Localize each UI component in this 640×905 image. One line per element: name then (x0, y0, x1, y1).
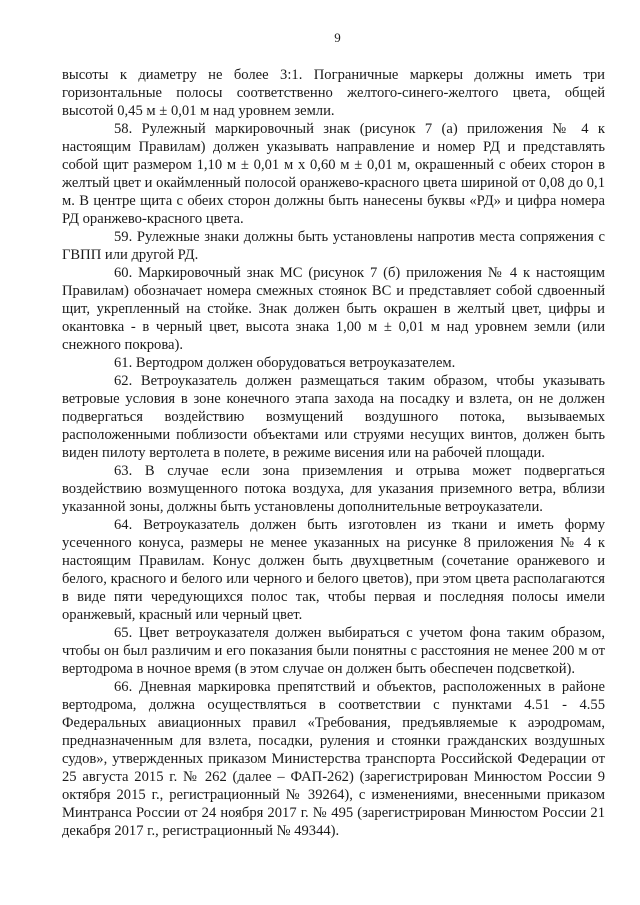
paragraph-59: 59. Рулежные знаки должны быть установлены напротив места сопряжения с ГВПП или другой РД. (62, 229, 605, 263)
paragraph-63: 63. В случае если зона приземления и отрыва может подвергаться воздействию возмущенного потока воздуха, для указания приземного ветра, вблизи указанной зоны, должны быть установлены дополнительные ветроуказатели. (62, 463, 605, 515)
paragraph-60: 60. Маркировочный знак МС (рисунок 7 (б) приложения № 4 к настоящим Правилам) обозначает номера смежных стоянок ВС и представляет собой сдвоенный щит, укрепленный на стойке. Знак должен быть окрашен в желтый цвет, цифры и окантовка - в черный цвет, высота знака 1,00 м ± 0,01 м над уровнем земли (или снежного покрова). (62, 265, 605, 353)
paragraph-64: 64. Ветроуказатель должен быть изготовлен из ткани и иметь форму усеченного конуса, размеры не менее указанных на рисунке 8 приложения № 4 к настоящим Правилам. Конус должен быть двухцветным (сочетание оранжевого и белого, красного и белого или черного и белого цветов), при этом цвета располагаются в виде пяти чередующихся полос так, чтобы первая и последняя полосы имели оранжевый, красный или черный цвет. (62, 517, 605, 623)
paragraph-61: 61. Вертодром должен оборудоваться ветроуказателем. (114, 355, 456, 371)
paragraph-continuation: высоты к диаметру не более 3:1. Пограничные маркеры должны иметь три горизонтальные полосы соответственно желтого-синего-желтого цвета, общей высотой 0,45 м ± 0,01 м над уровнем земли. (62, 67, 605, 119)
paragraph-65: 65. Цвет ветроуказателя должен выбираться с учетом фона таким образом, чтобы он был различим и его показания были понятны с расстояния не менее 200 м от вертодрома в ночное время (в этом случае он должен быть обеспечен подсветкой). (62, 625, 605, 677)
paragraph-58: 58. Рулежный маркировочный знак (рисунок 7 (а) приложения № 4 к настоящим Правилам) должен указывать направление и номер РД и представлять собой щит размером 1,10 м ± 0,01 м х 0,60 м ± 0,01 м, окрашенный с обеих сторон в желтый цвет и окаймленный полосой оранжево-красного цвета шириной от 0,08 до 0,1 м. В центре щита с обеих сторон должны быть нанесены буквы «РД» и цифра номера РД оранжево-красного цвета. (62, 121, 605, 227)
paragraph-66: 66. Дневная маркировка препятствий и объектов, расположенных в районе вертодрома, должна осуществляться в соответствии с пунктами 4.51 - 4.55 Федеральных авиационных правил «Требования, предъявляемые к аэродромам, предназначенным для взлета, посадки, руления и стоянки гражданских воздушных судов», утвержденных приказом Министерства транспорта Российской Федерации от 25 августа 2015 г. № 262 (далее – ФАП-262) (зарегистрирован Минюстом России 9 октября 2015 г., регистрационный № 39264), с изменениями, внесенными приказом Минтранса России от 24 ноября 2017 г. № 495 (зарегистрирован Минюстом России 21 декабря 2017 г., регистрационный № 49344). (62, 679, 605, 839)
page-number: 9 (334, 30, 341, 45)
paragraph-62: 62. Ветроуказатель должен размещаться таким образом, чтобы указывать ветровые условия в зоне конечного этапа захода на посадку и взлета, он не должен подвергаться воздействию возмущений воздушного потока, вызываемых расположенными поблизости объектами или струями несущих винтов, должен быть виден пилоту вертолета в полете, в режиме висения или на рабочей площади. (62, 373, 605, 461)
body-text (62, 66, 605, 840)
